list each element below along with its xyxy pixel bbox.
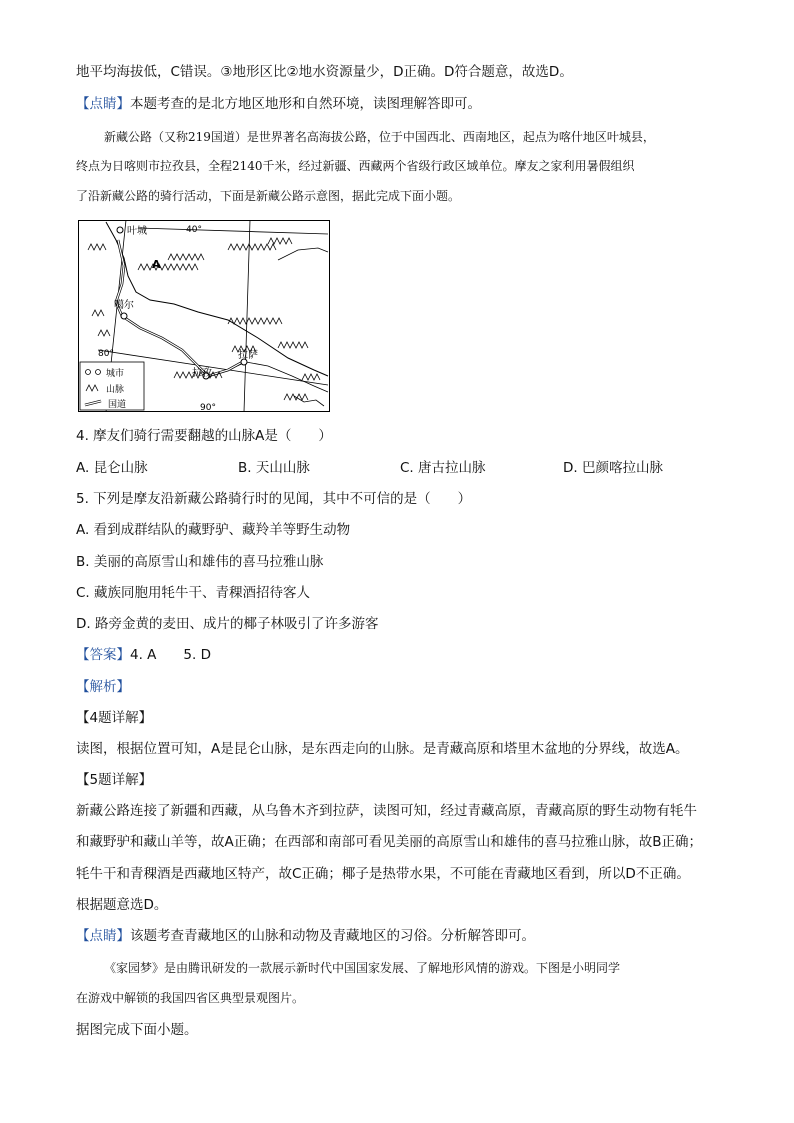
label-a: A — [152, 258, 161, 271]
label-gaer: 噶尔 — [114, 300, 134, 311]
question-4: 4. 摩友们骑行需要翻越的山脉A是（ ） — [76, 428, 332, 444]
q5-detail-1: 新藏公路连接了新疆和西藏，从乌鲁木齐到拉萨，读图可知，经过青藏高原，青藏高原的野生动物有牦牛 — [76, 803, 697, 819]
q4-detail-tag: 【4题详解】 — [76, 710, 153, 726]
label-lon80: 80° — [98, 349, 114, 359]
analysis-tag: 【解析】 — [76, 679, 130, 695]
label-lat40: 40° — [186, 225, 202, 235]
intro-line-2: 终点为日喀则市拉孜县，全程2140千米，经过新疆、西藏两个省级行政区域单位。摩友之家利用暑假组织 — [76, 159, 635, 173]
dianjing-2-tag: 【点睛】 — [76, 928, 130, 944]
intro-line-4: 《家园梦》是由腾讯研发的一款展示新时代中国国家发展、了解地形风情的游戏。下图是小明同学 — [104, 961, 621, 975]
city-gaer-marker — [121, 313, 127, 319]
q5-detail-tag: 【5题详解】 — [76, 772, 153, 788]
dianjing-2-text: 该题考查青藏地区的山脉和动物及青藏地区的习俗。分析解答即可。 — [130, 928, 535, 944]
dianjing-2 — [76, 926, 535, 946]
final-instruction: 据图完成下面小题。 — [76, 1022, 198, 1038]
q4-option-d: D. 巴颜喀拉山脉 — [563, 460, 663, 476]
answer-line — [76, 645, 211, 665]
intro-line-1: 新藏公路（又称219国道）是世界著名高海拔公路，位于中国西北、西南地区，起点为喀什地区叶城县， — [104, 130, 655, 144]
city-yecheng-marker — [117, 227, 123, 233]
q5-option-a: A. 看到成群结队的藏野驴、藏羚羊等野生动物 — [76, 522, 351, 538]
dianjing-tag: 【点睛】 — [76, 96, 130, 112]
label-lazi: 拉孜 — [192, 368, 212, 379]
legend-city: 城市 — [106, 369, 125, 379]
text-line-1: 地平均海拔低，C错误。③地形区比②地水资源量少，D正确。D符合题意，故选D。 — [76, 64, 573, 80]
q5-detail-2: 和藏野驴和藏山羊等，故A正确；在西部和南部可看见美丽的高原雪山和雄伟的喜马拉雅山脉，故B正确； — [76, 834, 702, 850]
dianjing-1 — [76, 94, 481, 114]
q5-option-b: B. 美丽的高原雪山和雄伟的喜马拉雅山脉 — [76, 554, 324, 570]
legend-road: 国道 — [108, 400, 127, 410]
map-legend — [80, 362, 144, 410]
q5-option-d: D. 路旁金黄的麦田、成片的椰子林吸引了许多游客 — [76, 616, 379, 632]
label-lasa: 拉萨 — [238, 350, 258, 361]
intro-line-3: 了沿新藏公路的骑行活动，下面是新藏公路示意图，据此完成下面小题。 — [76, 189, 461, 203]
dianjing-text: 本题考查的是北方地区地形和自然环境，读图理解答即可。 — [130, 96, 481, 112]
answer-tag: 【答案】 — [76, 647, 130, 663]
q4-option-b: B. 天山山脉 — [238, 460, 310, 476]
q5-detail-4: 根据题意选D。 — [76, 897, 168, 913]
q5-detail-3: 牦牛干和青稞酒是西藏地区特产，故C正确；椰子是热带水果，不可能在青藏地区看到，所以D不正确。 — [76, 866, 690, 882]
q4-option-c: C. 唐古拉山脉 — [400, 460, 486, 476]
legend-mountain: 山脉 — [106, 385, 125, 395]
question-5: 5. 下列是摩友沿新藏公路骑行时的见闻，其中不可信的是（ ） — [76, 491, 472, 507]
q4-option-a: A. 昆仑山脉 — [76, 460, 148, 476]
label-yecheng: 叶城 — [127, 226, 147, 237]
q4-detail: 读图，根据位置可知，A是昆仑山脉，是东西走向的山脉。是青藏高原和塔里木盆地的分界线，故选A。 — [76, 741, 689, 757]
q5-option-c: C. 藏族同胞用牦牛干、青稞酒招待客人 — [76, 585, 311, 601]
xinzang-road-map — [78, 220, 330, 412]
answer-text: 4. A 5. D — [130, 647, 211, 663]
intro-line-5: 在游戏中解锁的我国四省区典型景观图片。 — [76, 991, 305, 1005]
label-lon90: 90° — [200, 403, 216, 412]
